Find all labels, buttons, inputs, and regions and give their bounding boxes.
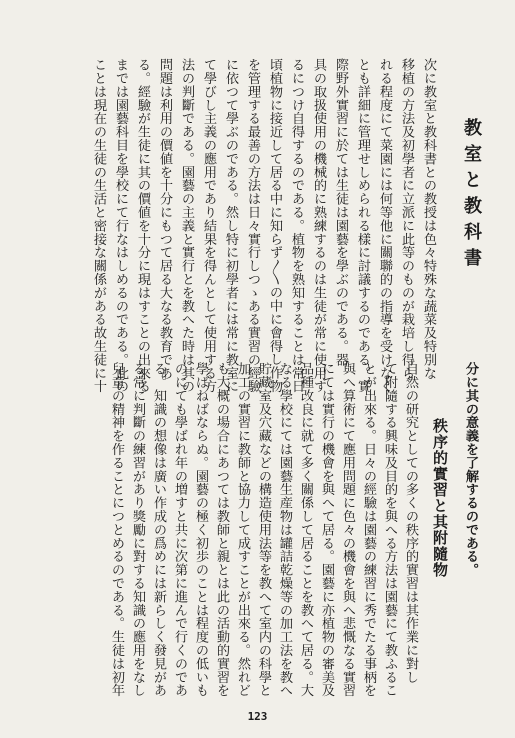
- text-column: 頃植物に接近して居る中に知らず〳〵の中に會得し作物: [267, 58, 282, 393]
- text-column: にては實行の機會を與へて居る。園藝に亦植物の審美及: [319, 362, 334, 697]
- text-column: までは園藝科目を學校にて行なはしめるのである。此の: [113, 58, 128, 393]
- text-column: なる學校にては園藝生産物は罐詰乾燥等の加工法を教へ: [277, 362, 292, 697]
- section-title-orderly-practice: 秩序的實習と其附隨物: [431, 418, 449, 578]
- text-column: る。知識の想像は廣い作成の爲めには新らしく發見があ: [151, 362, 166, 697]
- text-column: に依つて學ぶのである。然し特に初學者には常に教室に: [223, 58, 238, 393]
- text-column: る常に判斷の練習があり獎勵に對する知識の應用をなし: [130, 362, 145, 697]
- text-column: る。經驗が生徒に其の價値を十分に現はすことの出來る: [135, 58, 150, 393]
- text-column: のにても學ばれ年の増すと共に次第に進んで行くのであ: [172, 362, 187, 697]
- text-column: 貯藏室及穴藏などの構造使用法等を教へて室内の科學と: [256, 362, 271, 697]
- text-column: とが出來る。日々の經驗は園藝の練習に秀でたる事柄を: [361, 362, 376, 697]
- section-title-classroom: 教室と教科書: [461, 118, 482, 274]
- page-number: 123: [247, 710, 268, 723]
- text-column: 與へ算術にて應用問題に色々の機會を與へ悲慨なる實習: [340, 362, 355, 697]
- text-column: 移植の方法及初學者に立派に此等のものが栽培し得ら: [399, 58, 414, 380]
- text-column: れる程度にて菜園には何等他に關聯的の指導を受けなく: [377, 58, 392, 393]
- text-column: 分に其の意義を了解するのである。: [463, 362, 478, 577]
- text-column: 次に教室と教科書との教授は色々特殊な蔬菜及特別な: [421, 58, 436, 380]
- text-column: 學ばねばならぬ。園藝の極く初歩のことは程度の低いも: [193, 362, 208, 697]
- text-column: とも詳細に管理せしめられる樣に討議するのである。實: [355, 58, 370, 393]
- text-column: ことは現在の生徒の生活と密接な關係がある故生徒に十: [91, 58, 106, 393]
- text-column: を管理する最善の方法は日々實行しつゝある實習の經驗: [245, 58, 260, 393]
- text-column: て附隨する興味及目的を與へる方法は園藝にて教ふるこ: [382, 362, 397, 697]
- text-column: 加工の實習に教師と協力して成すことが出來る。然れど: [235, 362, 250, 697]
- text-column: も大概の場合にあつては教師と親とは此の活動的實習を: [214, 362, 229, 697]
- text-column: 法の判斷である。園藝の主義と實行とを教へた時は其の: [179, 58, 194, 393]
- text-column: 際野外實習に於ては生徒は園藝を學ぶのである。器: [333, 58, 348, 367]
- text-column: 兒童の精神を作ることにつとめるのである。生徒は初年: [109, 362, 124, 697]
- text-column: 自然の研究としての多くの秩序的實習は其作業に對し: [403, 362, 418, 684]
- text-column: て學びし主義の應用であり結果を得んとして使用する方: [201, 58, 216, 393]
- text-column: るにつけ自得するのである。植物を熟知することは常日: [289, 58, 304, 393]
- text-column: 問題は利用の價値を十分にもつて居る大なる教育であ: [157, 58, 172, 380]
- text-column: 品種改良に就て多く關係して居ることを教へて居る。大: [298, 362, 313, 697]
- text-column: 具の取扱使用の機械的に熟練するのは生徒が常に使用す: [311, 58, 326, 393]
